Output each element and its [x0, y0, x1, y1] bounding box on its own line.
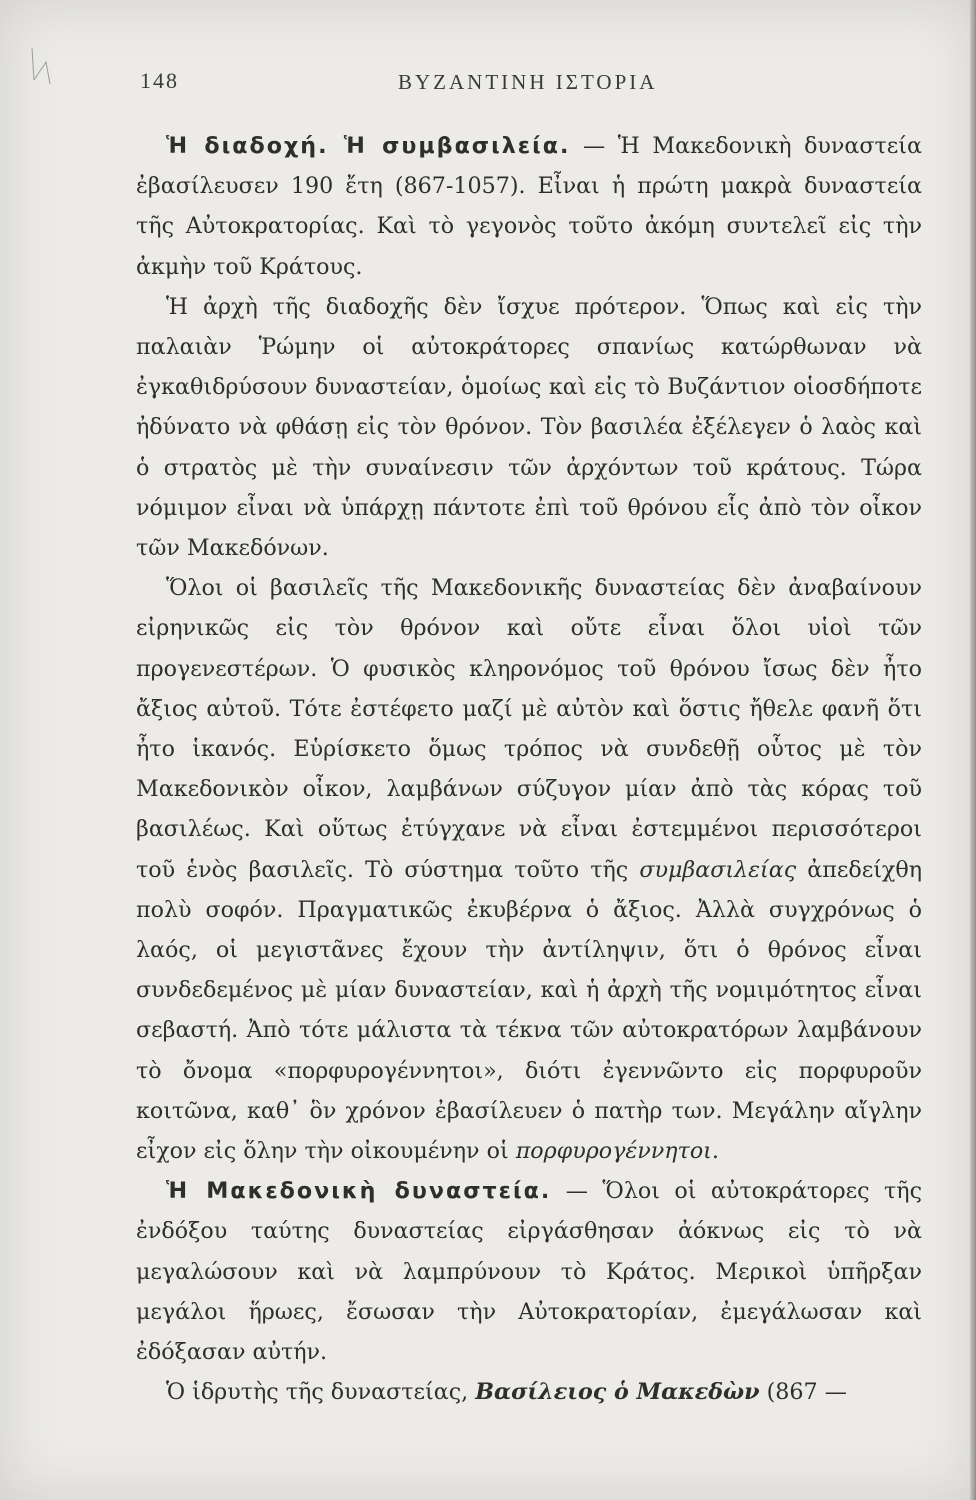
section-heading-succession: Ἡ διαδοχή. Ἡ συμβασιλεία.: [166, 133, 571, 159]
paragraph-5: [136, 1372, 922, 1412]
section-heading-macedonian-dynasty: Ἡ Μακεδονικὴ δυναστεία.: [166, 1178, 552, 1205]
paragraph-3-text-c: .: [711, 1138, 719, 1165]
paragraph-5-text-a: Ὁ ἱδρυτὴς τῆς δυναστείας,: [166, 1379, 476, 1406]
running-title: ΒΥΖΑΝΤΙΝΗ ΙΣΤΟΡΙΑ: [398, 70, 658, 94]
emphasis-symbasileia: συμβασιλείας: [639, 856, 797, 883]
margin-pencil-mark: [24, 40, 84, 100]
paragraph-1: [136, 126, 922, 287]
paragraph-3-text-b: ἀπεδείχθη πολὺ σοφόν. Πραγματικῶς ἐκυβέρνα ὁ ἄξιος. Ἀλλὰ συγχρόνως ὁ λαός, οἱ μεγιστᾶνες ἔχουν τὴν ἀντίληψιν, ὅτι ὁ θρόνος εἶναι συνδεδεμένος μὲ μίαν δυναστείαν, καὶ ἡ ἀρχὴ τῆς νομιμότητος εἶναι σεβαστή. Ἀπὸ τότε μάλιστα τὰ τέκνα τῶν αὐτοκρατόρων λαμβάνουν τὸ ὄνομα «πορφυρογέννητοι», διότι ἐγεννῶντο εἰς πορφυροῦν κοιτῶνα, καθ᾽ ὃν χρόνον ἐβασίλευεν ὁ πατὴρ των. Μεγάλην αἴγλην εἶχον εἰς ὅλην τὴν οἰκουμένην οἱ: [136, 856, 922, 1165]
emphasis-basil-macedonian: Βασίλειος ὁ Μακεδὼν: [475, 1379, 760, 1406]
page-number: 148: [140, 68, 179, 93]
paragraph-1-text: — Ἡ Μακεδονικὴ δυναστεία ἐβασίλευσεν 190 ἔτη (867-1057). Εἶναι ἡ πρώτη μακρὰ δυναστεία τῆς Αὐτοκρατορίας. Καὶ τὸ γεγονὸς τοῦτο ἀκόμη συντελεῖ εἰς τὴν ἀκμὴν τοῦ Κράτους.: [136, 133, 922, 280]
paragraph-3-text-a: Ὅλοι οἱ βασιλεῖς τῆς Μακεδονικῆς δυναστείας δὲν ἀναβαίνουν εἰρηνικῶς εἰς τὸν θρόνον καὶ οὔτε εἶναι ὅλοι υἱοὶ τῶν προγενεστέρων. Ὁ φυσικὸς κληρονόμος τοῦ θρόνου ἴσως δὲν ἦτο ἄξιος αὐτοῦ. Τότε ἐστέφετο μαζί μὲ αὐτὸν καὶ ὅστις ἤθελε φανῆ ὅτι ἦτο ἱκανός. Εὑρίσκετο ὅμως τρόπος νὰ συνδεθῇ οὗτος μὲ τὸν Μακεδονικὸν οἶκον, λαμβάνων σύζυγον μίαν ἀπὸ τὰς κόρας τοῦ βασιλέως. Καὶ οὕτως ἐτύγχανε νὰ εἶναι ἐστεμμένοι περισσότεροι τοῦ ἑνὸς βασιλεῖς. Τὸ σύστημα τοῦτο τῆς: [136, 575, 922, 883]
page-edge: [970, 0, 976, 1500]
running-head: [140, 68, 916, 104]
paragraph-4: [136, 1171, 922, 1372]
emphasis-porphyrogennetoi: πορφυρογέννητοι: [515, 1138, 712, 1165]
body-text: [136, 126, 922, 1413]
paragraph-4-text: — Ὅλοι οἱ αὐτοκράτορες τῆς ἐνδόξου ταύτης δυναστείας εἰργάσθησαν ἀόκνως εἰς τὸ νὰ μεγαλώσουν καὶ νὰ λαμπρύνουν τὸ Κράτος. Μερικοὶ ὑπῆρξαν μεγάλοι ἥρωες, ἔσωσαν τὴν Αὐτοκρατορίαν, ἐμεγάλωσαν καὶ ἐδόξασαν αὐτήν.: [136, 1178, 922, 1366]
paragraph-3: [136, 568, 922, 1171]
paragraph-2: Ἡ ἀρχὴ τῆς διαδοχῆς δὲν ἴσχυε πρότερον. Ὅπως καὶ εἰς τὴν παλαιὰν Ῥώμην οἱ αὐτοκράτορες σπανίως κατώρθωναν νὰ ἐγκαθιδρύσουν δυναστείαν, ὁμοίως καὶ εἰς τὸ Βυζάντιον οἱοσδήποτε ἠδύνατο νὰ φθάσῃ εἰς τὸν θρόνον. Τὸν βασιλέα ἐξέλεγεν ὁ λαὸς καὶ ὁ στρατὸς μὲ τὴν συναίνεσιν τῶν ἀρχόντων τοῦ κράτους. Τώρα νόμιμον εἶναι νὰ ὑπάρχῃ πάντοτε ἐπὶ τοῦ θρόνου εἷς ἀπὸ τὸν οἶκον τῶν Μακεδόνων.: [136, 293, 922, 562]
paragraph-5-text-b: (867 —: [759, 1379, 847, 1406]
